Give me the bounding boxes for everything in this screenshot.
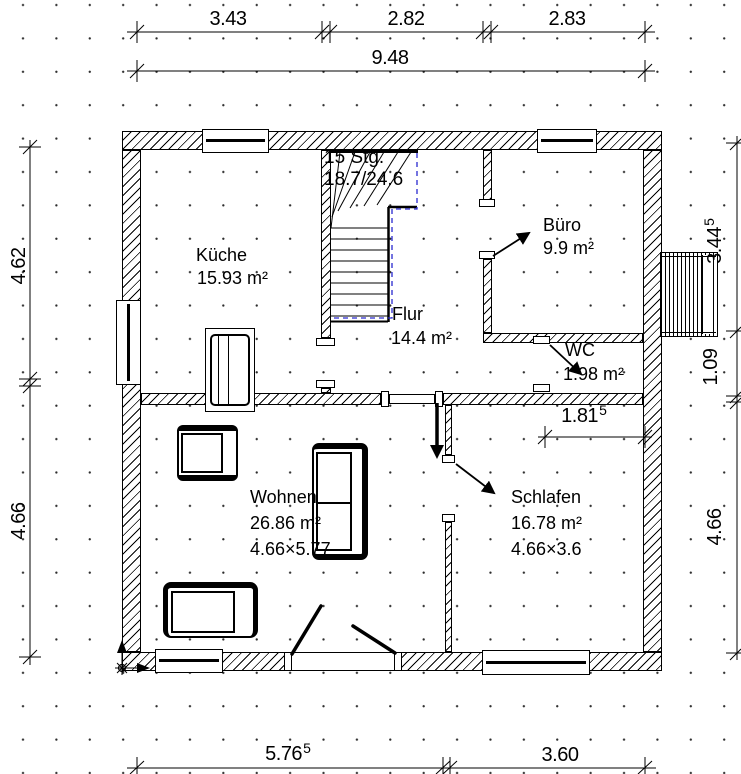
stair-label-line2: 18.7/24.6 [324,169,404,190]
room-area-schlafen: 16.78 m² [511,513,583,533]
wc-door-jamb-bottom [533,384,550,392]
window-glass [127,304,130,381]
dim-top-seg1: 3.43 [209,8,247,30]
room-size-schlafen: 4.66×3.6 [511,539,582,559]
room-label-buero: Büro [543,215,582,235]
buero-door-jamb-bottom [479,251,495,259]
wall-left [122,150,141,652]
terrace-door-threshold [291,652,395,671]
dim-value: 3.44 [704,226,726,264]
room-label-wc: WC [565,340,595,360]
terrace-door-jamb-left [284,652,292,671]
wall-schlafen-lower [445,522,452,652]
dim-wc-width [561,402,607,427]
dim-right-seg2: 1.09 [700,348,722,386]
window-kitchen-top [202,129,269,153]
kitchen-door-jamb-top [316,338,335,346]
kitchen-unit-line [228,334,229,406]
dim-top-total: 9.48 [371,47,409,69]
door-swing-arrow-buero [493,233,529,256]
balcony-edge-bottom [662,332,716,333]
buero-door-jamb-top [479,199,495,207]
room-size-wohnen: 4.66×5.77 [250,539,331,559]
dim-right-seg3: 4.66 [704,508,726,546]
wc-door-jamb-top [533,336,550,344]
terrace-door-jamb-right [394,652,402,671]
room-label-kueche: Küche [196,245,248,265]
room-area-flur: 14.4 m² [391,328,453,348]
window-buero-top [537,129,597,153]
balcony-deck [701,255,714,334]
stair-label-line1: 15 Stg. [324,147,385,168]
window-schlafen-bottom [482,650,590,675]
hall-door-leaf [389,394,435,404]
window-kitchen-left [116,300,141,385]
dim-bottom-seg1 [265,740,311,765]
hall-door-jamb-left [381,391,389,407]
dim-top-seg3: 2.83 [548,8,586,30]
door-swing-arrow-schlafen [456,464,494,493]
room-label-wohnen: Wohnen [250,487,317,507]
kitchen-door-jamb-bottom [316,380,335,388]
dim-bottom-seg2: 3.60 [541,744,579,766]
exterior-balcony [660,252,718,337]
schlafen-door-jamb-top [442,455,455,463]
dim-superscript: 5 [303,740,311,756]
sofa-cushion-divider [316,502,352,504]
wall-kitchen-stair-lower [321,388,331,393]
wall-right [643,150,662,652]
dim-value: 5.76 [265,743,303,765]
dim-left-seg1: 4.62 [8,247,30,285]
dim-superscript: 5 [599,402,607,418]
dim-value: 1.81 [561,405,599,427]
wall-buero-upper [483,150,492,200]
schlafen-door-jamb-bottom [442,514,455,522]
kitchen-unit [205,328,255,412]
sofa-horizontal [163,582,258,638]
window-glass [159,659,219,662]
dim-superscript: 5 [701,218,717,226]
sofa-seat [171,591,235,633]
kitchen-unit-inner [210,334,250,406]
wall-middle-left-segment [141,393,381,405]
wall-wc-top [483,333,643,343]
entrance-arrow [430,403,444,459]
wall-middle-right-segment [443,393,643,405]
room-label-flur: Flur [392,304,423,324]
kitchen-unit-line [218,334,219,406]
room-area-buero: 9.9 m² [543,238,595,258]
armchair [177,425,238,481]
wall-buero-lower [483,259,492,333]
room-area-kueche: 15.93 m² [197,268,269,288]
window-wohnen-bottom [155,649,223,673]
dim-left-seg2: 4.66 [8,502,30,540]
dim-top-seg2: 2.82 [387,8,425,30]
dim-right-seg1 [701,218,726,264]
terrace-door-leaves [292,606,395,654]
window-glass [206,139,265,142]
room-area-wc: 1.98 m² [563,364,625,384]
room-label-schlafen: Schlafen [511,487,582,507]
window-glass [486,661,586,664]
window-glass [541,139,593,142]
wall-schlafen-upper [445,405,452,455]
room-area-wohnen: 26.86 m² [250,513,322,533]
hall-door-jamb-right [435,391,443,407]
armchair-seat [181,433,223,473]
